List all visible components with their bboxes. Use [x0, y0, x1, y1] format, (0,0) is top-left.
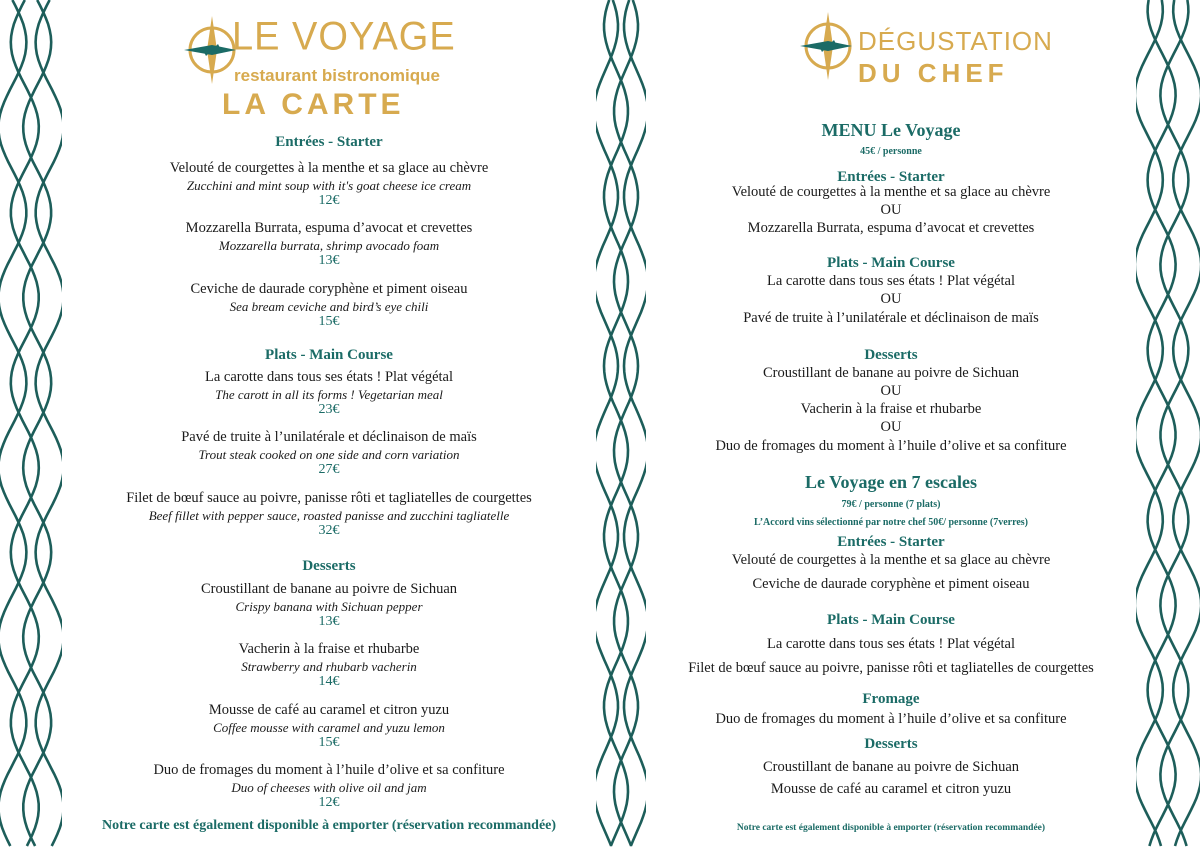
course-item: Croustillant de banane au poivre de Sichuan [762, 759, 1020, 775]
page-title: LA CARTE [222, 88, 405, 121]
carte-footer: Notre carte est également disponible à emporter (réservation recommandée) [101, 818, 557, 833]
dish-price: 14€ [318, 674, 340, 689]
compass-rose-icon [798, 8, 854, 84]
course-item: Mozzarella Burrata, espuma d’avocat et crevettes [747, 220, 1035, 236]
separator-ou: OU [880, 202, 902, 218]
dish-price: 15€ [318, 735, 340, 750]
degustation-footer: Notre carte est également disponible à emporter (réservation recommandée) [736, 823, 1046, 833]
dish-name-en: Mozzarella burrata, shrimp avocado foam [218, 238, 440, 253]
wave-border-center [596, 0, 646, 847]
course-item: Duo de fromages du moment à l’huile d’olive et sa confiture [715, 711, 1067, 727]
dish-name-en: Sea bream ceviche and bird’s eye chili [229, 299, 429, 314]
menu-price: 79€ / personne (7 plats) [841, 499, 941, 510]
section-heading: Entrées - Starter [275, 134, 383, 150]
carte-panel [62, 0, 596, 847]
dish-name-fr: Filet de bœuf sauce au poivre, panisse rôti et tagliatelles de courgettes [126, 490, 532, 506]
menu-title: Le Voyage en 7 escales [805, 472, 977, 492]
course-item: Duo de fromages du moment à l’huile d’olive et sa confiture [715, 438, 1067, 454]
course-item: Pavé de truite à l’unilatérale et déclinaison de maïs [743, 310, 1039, 326]
dish-price: 13€ [318, 253, 340, 268]
course-item: Velouté de courgettes à la menthe et sa glace au chèvre [731, 552, 1051, 568]
dish-name-fr: Duo de fromages du moment à l’huile d’olive et sa confiture [153, 762, 505, 778]
wine-pairing: L’Accord vins sélectionné par notre chef 50€/ personne (7verres) [753, 517, 1029, 528]
wave-line [1136, 0, 1163, 846]
section-heading: Plats - Main Course [827, 255, 955, 271]
dish-price: 15€ [318, 314, 340, 329]
compass-rose-icon [182, 12, 238, 88]
course-item: Vacherin à la fraise et rhubarbe [800, 401, 982, 417]
wave-border-right [1136, 0, 1200, 847]
dish-name-en: Strawberry and rhubarb vacherin [241, 659, 417, 674]
separator-ou: OU [880, 419, 902, 435]
dish-price: 23€ [318, 402, 340, 417]
degustation-title-line1: DÉGUSTATION [858, 26, 1053, 56]
dish-name-en: Coffee mousse with caramel and yuzu lemon [213, 720, 445, 735]
dish-name-en: Zucchini and mint soup with it's goat cheese ice cream [186, 178, 472, 193]
course-item: Mousse de café au caramel et citron yuzu [770, 781, 1012, 797]
separator-ou: OU [880, 383, 902, 399]
section-heading: Fromage [862, 691, 920, 707]
course-item: Croustillant de banane au poivre de Sichuan [762, 365, 1020, 381]
dish-name-en: The carott in all its forms ! Vegetarian meal [215, 387, 443, 402]
brand-tagline: restaurant bistronomique [234, 66, 440, 85]
section-heading: Desserts [864, 736, 918, 752]
wave-border-left [0, 0, 62, 847]
dish-name-fr: Mozzarella Burrata, espuma d’avocat et crevettes [185, 220, 473, 236]
dish-name-en: Trout steak cooked on one side and corn variation [198, 447, 460, 462]
dish-name-fr: Mousse de café au caramel et citron yuzu [208, 702, 450, 718]
wave-line [1173, 0, 1200, 846]
dish-price: 12€ [318, 193, 340, 208]
degustation-title-line2: DU CHEF [858, 58, 1009, 88]
dish-name-fr: Pavé de truite à l’unilatérale et déclinaison de maïs [181, 429, 477, 445]
dish-price: 12€ [318, 795, 340, 810]
course-item: Filet de bœuf sauce au poivre, panisse rôti et tagliatelles de courgettes [688, 660, 1094, 676]
dish-name-fr: Vacherin à la fraise et rhubarbe [238, 641, 420, 657]
section-heading: Desserts [864, 347, 918, 363]
section-heading: Desserts [302, 558, 356, 574]
dish-price: 32€ [318, 523, 340, 538]
dish-name-fr: Croustillant de banane au poivre de Sichuan [200, 581, 458, 597]
section-heading: Entrées - Starter [837, 169, 945, 185]
dish-name-en: Duo of cheeses with olive oil and jam [231, 780, 427, 795]
course-item: La carotte dans tous ses états ! Plat végétal [766, 636, 1016, 652]
menu-title: MENU Le Voyage [821, 120, 961, 140]
brand-name: LE VOYAGE [232, 14, 456, 60]
dish-name-en: Crispy banana with Sichuan pepper [235, 599, 423, 614]
section-heading: Entrées - Starter [837, 534, 945, 550]
dish-name-fr: Ceviche de daurade coryphène et piment oiseau [190, 281, 468, 297]
dish-price: 27€ [318, 462, 340, 477]
course-item: Ceviche de daurade coryphène et piment oiseau [752, 576, 1030, 592]
course-item: La carotte dans tous ses états ! Plat végétal [766, 273, 1016, 289]
degustation-panel [646, 0, 1136, 847]
separator-ou: OU [880, 291, 902, 307]
menu-price: 45€ / personne [860, 146, 922, 157]
dish-name-fr: La carotte dans tous ses états ! Plat végétal [204, 369, 454, 385]
section-heading: Plats - Main Course [827, 612, 955, 628]
course-item: Velouté de courgettes à la menthe et sa glace au chèvre [731, 184, 1051, 200]
dish-name-fr: Velouté de courgettes à la menthe et sa glace au chèvre [169, 160, 489, 176]
dish-price: 13€ [318, 614, 340, 629]
section-heading: Plats - Main Course [265, 347, 393, 363]
dish-name-en: Beef fillet with pepper sauce, roasted panisse and zucchini tagliatelle [148, 508, 510, 523]
